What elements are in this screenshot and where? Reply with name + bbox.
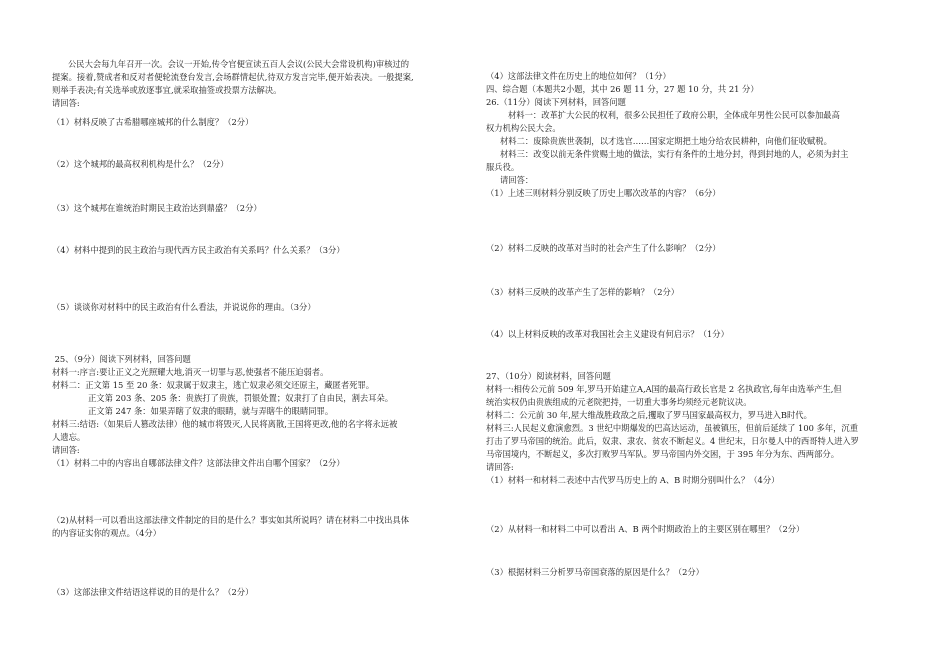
material-1: 材料一:序言:要让正义之光照耀大地,消灭一切罪与恶,使强者不能压迫弱者。 [52,367,329,377]
question-3: （3）这个城邦在谁统治时期民主政治达到鼎盛？（2分） [52,203,262,213]
passage-line: 公民大会每九年召开一次。会议一开始,传令官便宣读五百人会议(公民大会常设机构)审核过的 [68,59,409,69]
s27-question-3: （3）根据材料三分析罗马帝国衰落的原因是什么？（2分） [486,567,704,577]
material-3-line: 服兵役。 [486,162,520,172]
passage-line: 提案。接着,赞成者和反对者便轮流登台发言,会场群情起伏,待双方发言完毕,便开始表决。一般提案, [52,72,414,82]
s27-question-1: （1）材料一和材料二表述中古代罗马历史上的 A、B 时期分别叫什么？（4分） [486,475,780,485]
material-3-line: 打击了罗马帝国的统治。此后，奴隶、隶农、贫农不断起义。4 世纪末，日尔曼人中的西哥特人进入罗 [486,436,859,446]
material-2: 材料二：废除贵族世袭制，以才选官……国家定期把土地分给农民耕种，向他们征收赋税。 [500,136,832,146]
material-3: 材料三:结语:（如果后人篡改法律）他的城市将毁灭,人民将离散,王国将更改,他的名字将永远被 [52,419,398,429]
question-5: （5）谈谈你对材料中的民主政治有什么看法，并说说你的理由。（3分） [52,302,316,312]
section-27 [486,370,902,487]
section-26 [486,96,902,200]
answer-prompt: 请回答: [52,445,80,455]
s26-question-3: （3）材料三反映的改革产生了怎样的影响？（2分） [486,287,680,297]
s26-question-1: （1）上述三则材料分别反映了历史上哪次改革的内容？（6分） [486,188,721,198]
answer-prompt: 请回答: [52,98,80,108]
question-4-history: （4）这部法律文件在历史上的地位如何？（1分） [486,71,671,81]
s25-question-3: （3）这部法律文件结语这样说的目的是什么？（2分） [52,587,254,597]
material-1: 材料一：改革扩大公民的权利，很多公民担任了政府公职，全体成年男性公民可以参加最高 [508,110,840,120]
s26-question-4: （4）以上材料反映的改革对我国社会主义建设有何启示？（1分） [486,329,729,339]
material-3: 材料三:人民起义愈演愈烈。3 世纪中期爆发的巴高达运动，虽被镇压，但前后延续了 100 多年，沉重 [486,423,858,433]
material-3: 材料三：改变以前无条件赏赐土地的做法，实行有条件的土地分封，得到封地的人，必须为封主 [500,149,849,159]
question-2: （2）这个城邦的最高权利机构是什么？（2分） [52,159,229,169]
passage-line: 则举手表决;有关选举或放逐事宜,就采取抽签或投票方法解决。 [52,85,282,95]
passage-athens [52,58,464,110]
material-3-line: 马帝国境内，不断起义，多次打败罗马军队。罗马帝国内外交困，于 395 年分为东、西两部分。 [486,449,839,459]
s26-question-2: （2）材料二反映的改革对当时的社会产生了什么影响？（2分） [486,243,721,253]
material-1: 材料一:相传公元前 509 年,罗马开始建立A,A国的最高行政长官是 2 名执政官,每年由选举产生,但 [486,384,842,394]
question-4: （4）材料中提到的民主政治与现代西方民主政治有关系吗？什么关系？（3分） [52,245,345,255]
question-1: （1）材料反映了古希腊哪座城邦的什么制度？（2分） [52,117,254,127]
material-2-line: 正文第 203 条、205 条：贵族打了贵族，罚银处置；奴隶打了自由民，割去耳朵。 [88,393,394,403]
material-1-line: 统治实权仍由贵族组成的元老院把持，一切重大事务均须经元老院议决。 [486,397,752,407]
answer-prompt: 请回答: [486,462,514,472]
s25-question-2-line: （2)从材料一可以看出这部法律文件制定的目的是什么？事实如其所说吗？请在材料二中找出具体 [52,515,409,525]
s25-question-1: （1）材料二中的内容出自哪部法律文件？这部法律文件出自哪个国家？（2分） [52,458,345,468]
section-27-heading: 27、（10分）阅读材料，回答问题 [486,371,611,381]
s25-question-2 [52,514,464,540]
s25-question-2-line: 的内容证实你的观点。（4分） [52,528,161,538]
answer-prompt: 请回答： [500,175,534,185]
section-25-heading: 25、（9分）阅读下列材料，回答问题 [52,354,191,364]
material-2: 材料二：公元前 30 年,屋大维战胜政敌之后,攫取了罗马国家最高权力，罗马进入B时代。 [486,410,812,420]
material-2: 材料二：正文第 15 至 20 条：奴隶属于奴隶主，逃亡奴隶必须交还原主，藏匿者死罪。 [52,380,375,390]
section-25 [52,353,464,470]
material-1-line: 权力机构公民大会。 [486,123,561,133]
s27-question-2: （2）从材料一和材料二中可以看出 A、B 两个时期政治上的主要区别在哪里？（2分） [486,524,805,534]
section-4-heading: 四、综合题（本题共2小题，其中 26 题 11 分，27 题 10 分，共 21 分） [486,84,759,94]
material-3-line: 人遗忘。 [52,432,86,442]
material-2-line: 正文第 247 条：如果弄瞎了奴隶的眼睛，就与弄瞎牛的眼睛同罪。 [88,406,334,416]
section-26-heading: 26.（11分）阅读下列材料，回答问题 [486,97,626,107]
